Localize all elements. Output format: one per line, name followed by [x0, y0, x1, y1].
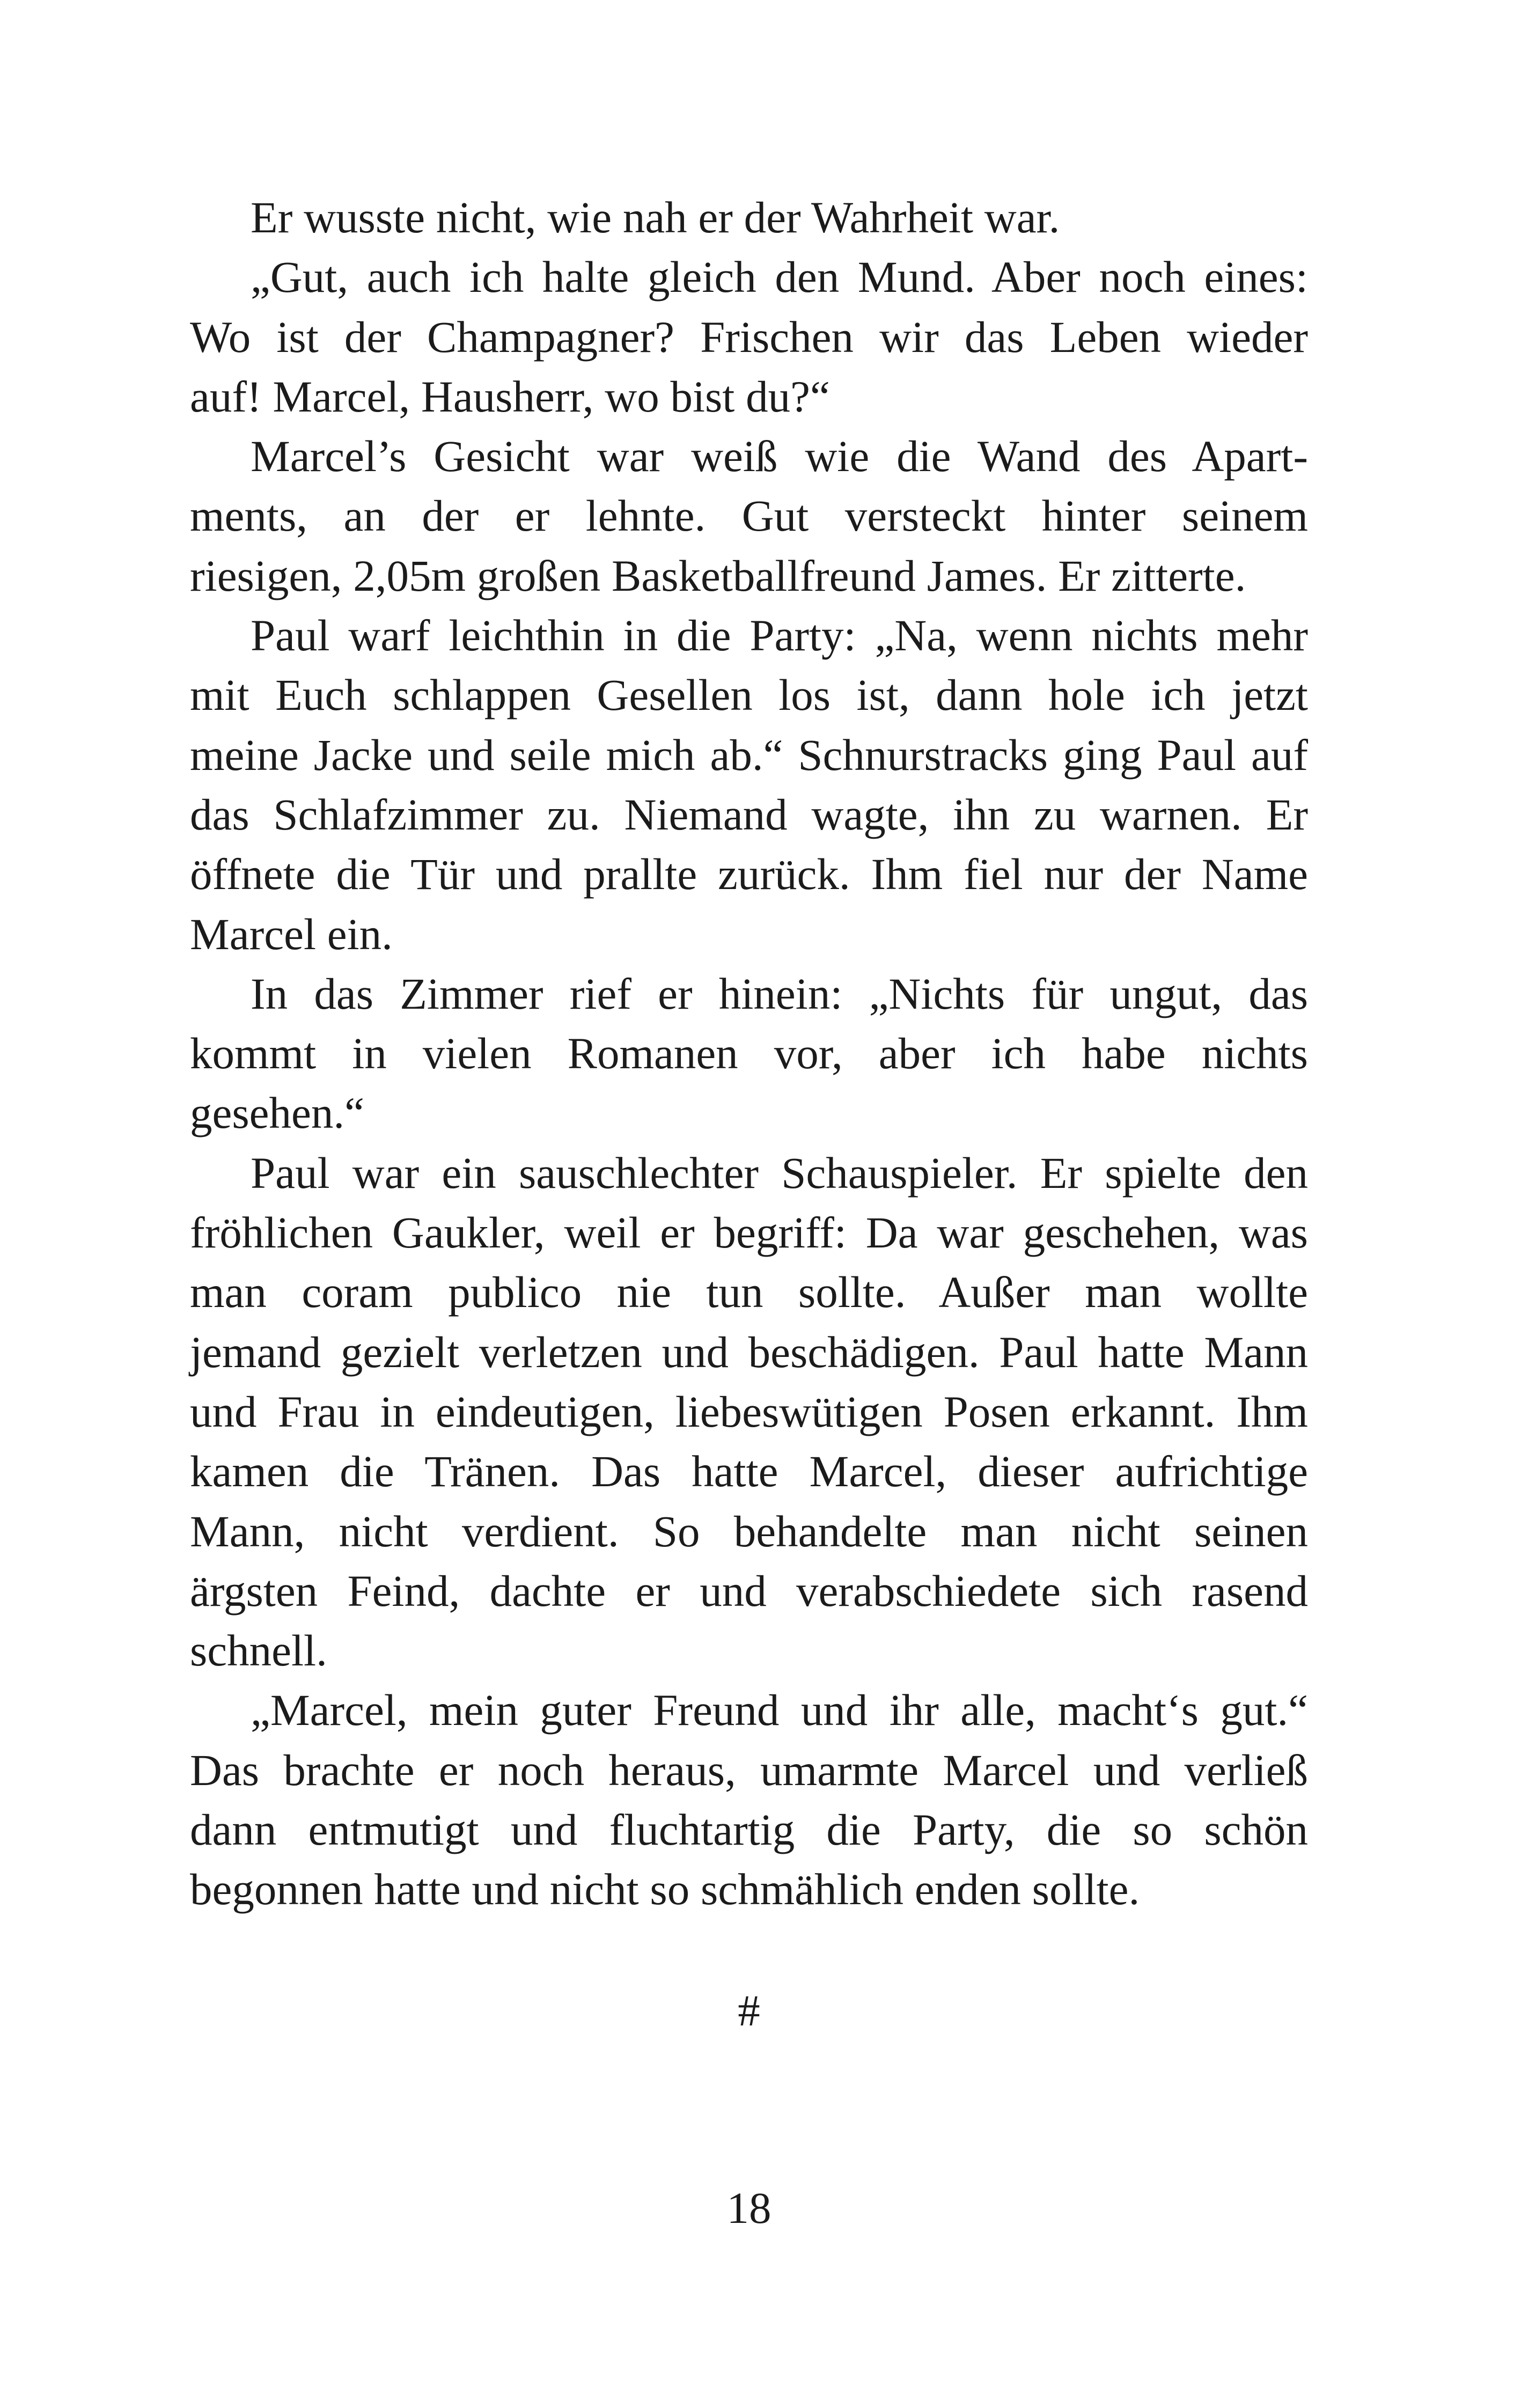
- text-line: Paul warf leichthin in die Party: „Na, wenn nichts mehr: [251, 611, 1308, 660]
- text-line: In das Zimmer rief er hinein: „Nichts für ungut, das: [251, 968, 1308, 1018]
- text-line: fröhlichen Gaukler, weil er begriff: Da war geschehen, was: [190, 1208, 1308, 1258]
- text-line: ments, an der er lehnte. Gut versteckt hinter seinem: [190, 491, 1308, 541]
- paragraph: [190, 427, 1308, 606]
- text-line: meine Jacke und seile mich ab.“ Schnurstracks ging Paul auf: [190, 730, 1308, 780]
- paragraph: [190, 606, 1308, 964]
- text-line: jemand gezielt verletzen und beschädigen. Paul hatte Mann: [190, 1327, 1308, 1377]
- text-line: und Frau in eindeutigen, liebeswütigen Posen erkannt. Ihm: [190, 1386, 1308, 1436]
- paragraph: [190, 964, 1308, 1143]
- text-line: mit Euch schlappen Gesellen los ist, dann hole ich jetzt: [190, 670, 1308, 720]
- text-line: „Marcel, mein guter Freund und ihr alle, macht‘s gut.“: [251, 1685, 1308, 1735]
- text-line: Wo ist der Champagner? Frischen wir das Leben wieder: [190, 312, 1308, 362]
- text-line: Marcel’s Gesicht war weiß wie die Wand des Apart-: [251, 431, 1308, 481]
- text-line: gesehen.“: [190, 1088, 364, 1138]
- text-line: man coram publico nie tun sollte. Außer man wollte: [190, 1267, 1308, 1317]
- text-line: das Schlafzimmer zu. Niemand wagte, ihn zu warnen. Er: [190, 789, 1308, 839]
- text-line: kommt in vielen Romanen vor, aber ich habe nichts: [190, 1029, 1308, 1078]
- text-line: Paul war ein sauschlechter Schauspieler. Er spielte den: [251, 1148, 1308, 1198]
- text-line: öffnete die Tür und prallte zurück. Ihm fiel nur der Name: [190, 849, 1308, 899]
- text-line: Das brachte er noch heraus, umarmte Marcel und verließ: [190, 1745, 1308, 1795]
- body-text: [190, 188, 1308, 1920]
- text-line: auf! Marcel, Hausherr, wo bist du?“: [190, 371, 830, 421]
- text-line: begonnen hatte und nicht so schmählich enden sollte.: [190, 1864, 1140, 1914]
- page-number: 18: [726, 2183, 771, 2233]
- text-line: riesigen, 2,05m großen Basketballfreund James. Er zitterte.: [190, 550, 1246, 600]
- paragraph: [190, 1680, 1308, 1919]
- section-break: #: [738, 1986, 760, 2035]
- text-line: kamen die Tränen. Das hatte Marcel, dieser aufrichtige: [190, 1447, 1308, 1496]
- text-line: dann entmutigt und fluchtartig die Party, die so schön: [190, 1805, 1308, 1855]
- text-line: Marcel ein.: [190, 909, 393, 959]
- text-line: ärgsten Feind, dachte er und verabschiedete sich rasend: [190, 1566, 1308, 1616]
- text-line: Mann, nicht verdient. So behandelte man nicht seinen: [190, 1506, 1308, 1556]
- text-line: Er wusste nicht, wie nah er der Wahrheit war.: [251, 193, 1060, 242]
- text-line: schnell.: [190, 1626, 327, 1676]
- text-line: „Gut, auch ich halte gleich den Mund. Aber noch eines:: [251, 252, 1308, 302]
- paragraph: [190, 1143, 1308, 1681]
- paragraph: [190, 247, 1308, 427]
- paragraph: [190, 188, 1308, 247]
